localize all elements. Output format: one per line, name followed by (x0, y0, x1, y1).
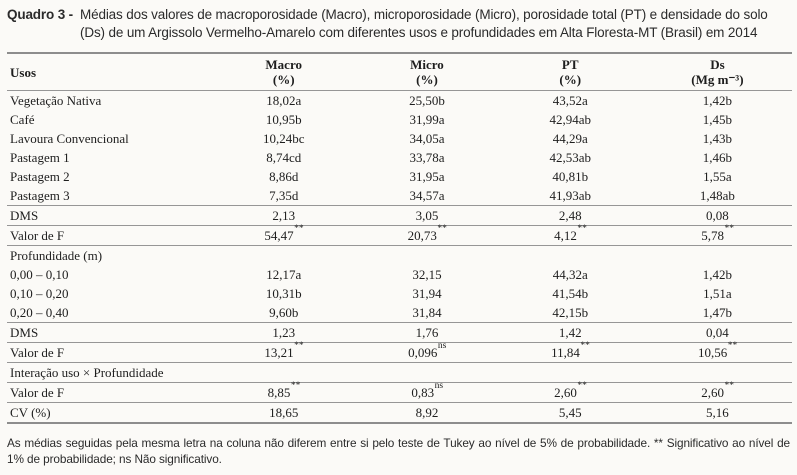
table-row (7, 226, 792, 246)
row-label: 0,00 – 0,10 (10, 267, 69, 282)
significance-marker: ** (727, 341, 738, 352)
column-unit: (%) (559, 72, 582, 87)
table-row (7, 265, 792, 284)
table-cell: 18,02a (266, 93, 302, 108)
table-row (7, 167, 792, 186)
table-caption (7, 6, 790, 42)
table-cell: 20,73** (356, 226, 497, 246)
row-label: 0,10 – 0,20 (10, 286, 69, 301)
row-label: DMS (7, 206, 211, 226)
table-cell: 31,99a (409, 112, 445, 127)
row-label: Café (10, 112, 35, 127)
table-header (7, 53, 792, 91)
table-cell: 31,94 (412, 286, 442, 301)
significance-marker: ** (577, 381, 587, 392)
significance-marker: ** (580, 341, 590, 352)
column-name: Macro (265, 57, 302, 72)
table-cell: 0,04 (643, 323, 792, 343)
column-header-usos (7, 53, 211, 91)
column-name: Usos (10, 64, 37, 80)
table-cell: 12,17a (266, 267, 302, 282)
section-row (7, 363, 792, 383)
row-label: Vegetação Nativa (10, 93, 102, 108)
significance-marker: ns (437, 341, 447, 352)
column-unit: (Mg m⁻³) (691, 72, 744, 87)
table-cell: 3,05 (356, 206, 497, 226)
table-cell: 44,29a (552, 131, 588, 146)
significance-marker: ** (294, 224, 304, 235)
table-cell: 5,16 (643, 403, 792, 424)
column-unit: (%) (416, 72, 438, 87)
significance-marker: ns (434, 381, 444, 392)
table-cell: 1,47b (702, 305, 733, 320)
section-label: Profundidade (m) (7, 246, 792, 266)
section-label: Interação uso × Profundidade (7, 363, 792, 383)
table-cell: 33,78a (409, 150, 445, 165)
table-cell: 5,78** (643, 226, 792, 246)
table-row (7, 303, 792, 323)
table-row (7, 403, 792, 424)
row-label: Valor de F (7, 343, 211, 363)
table-cell: $0,096^{ns}$ (356, 343, 497, 363)
table-body (7, 91, 792, 424)
significance-marker: ** (294, 341, 304, 352)
table-cell: 1,42 (498, 323, 643, 343)
table-cell: 8,85** (211, 383, 356, 403)
table-cell: 5,45 (498, 403, 643, 424)
table-cell: 1,51a (703, 286, 732, 301)
table-cell: 0,08 (643, 206, 792, 226)
table-cell: 1,45b (702, 112, 733, 127)
header-row (7, 53, 792, 91)
table-cell: 1,46b (702, 150, 733, 165)
row-label: Pastagem 1 (10, 150, 70, 165)
column-header-pt (498, 53, 643, 91)
significance-marker: ** (577, 224, 587, 235)
table-cell: 42,94ab (549, 112, 591, 127)
table-cell: 8,74cd (266, 150, 302, 165)
row-label: CV (%) (7, 403, 211, 424)
column-header-micro (356, 53, 497, 91)
table-cell: 34,57a (409, 188, 445, 203)
significance-marker: ** (724, 381, 735, 392)
table-cell: 31,95a (409, 169, 445, 184)
table-cell: 1,42b (702, 93, 733, 108)
data-table (7, 52, 792, 424)
column-unit: (%) (272, 72, 295, 87)
table-footnote: As médias seguidas pela mesma letra na coluna não diferem entre si pelo teste de Tukey ao nível de 5% de probabilidade. ** Significativo ao nível de 1% de probabilidade; ns Não significativo. (7, 436, 790, 466)
table-cell: 42,15b (552, 305, 589, 320)
caption-label: Quadro 3 - (7, 7, 74, 22)
column-name: Ds (710, 57, 725, 72)
table-row (7, 186, 792, 206)
table-row (7, 343, 792, 363)
table-cell: 18,65 (211, 403, 356, 424)
row-label: 0,20 – 0,40 (10, 305, 69, 320)
table-row (7, 91, 792, 111)
significance-marker: ** (437, 224, 447, 235)
column-header-macro (211, 53, 356, 91)
table-row (7, 148, 792, 167)
table-cell: 8,92 (356, 403, 497, 424)
table-cell: 32,15 (412, 267, 442, 282)
table-cell: 54,47** (211, 226, 356, 246)
row-label: Pastagem 2 (10, 169, 70, 184)
row-label: Valor de F (7, 226, 211, 246)
table-cell: 41,54b (552, 286, 589, 301)
caption-text: Médias dos valores de macroporosidade (Macro), microporosidade (Micro), porosidade total (PT) e densidade do solo (Ds) de um Argissolo Vermelho-Amarelo com diferentes usos e profundidades em Alta Floresta-MT (Brasil) em 2014 (80, 7, 768, 40)
table-row (7, 284, 792, 303)
table-cell: 11,84** (498, 343, 643, 363)
row-label: Valor de F (7, 383, 211, 403)
column-header-ds (643, 53, 792, 91)
significance-marker: ** (724, 224, 735, 235)
table-cell: 13,21** (211, 343, 356, 363)
column-name: Micro (410, 57, 444, 72)
table-cell: 1,55a (703, 169, 732, 184)
table-cell: $0,83^{ns}$ (356, 383, 497, 403)
table-cell: 43,52a (552, 93, 588, 108)
row-label: DMS (7, 323, 211, 343)
table-cell: 2,13 (211, 206, 356, 226)
table-cell: 34,05a (409, 131, 445, 146)
table-cell: 44,32a (552, 267, 588, 282)
table-cell: 1,48ab (699, 188, 735, 203)
table-cell: 1,76 (356, 323, 497, 343)
table-cell: 10,95b (265, 112, 302, 127)
row-label: Lavoura Convencional (10, 131, 129, 146)
table-cell: 42,53ab (549, 150, 591, 165)
table-row (7, 110, 792, 129)
table-cell: 1,42b (702, 267, 733, 282)
table-cell: 40,81b (552, 169, 589, 184)
table-cell: 31,84 (412, 305, 442, 320)
table-cell: 2,48 (498, 206, 643, 226)
table-cell: 25,50b (409, 93, 445, 108)
table-cell: 10,31b (265, 286, 302, 301)
table-cell: 1,43b (702, 131, 733, 146)
table-cell: 10,24bc (262, 131, 305, 146)
table-cell: 4,12** (498, 226, 643, 246)
table-cell: 2,60** (643, 383, 792, 403)
table-cell: 41,93ab (549, 188, 591, 203)
table-cell: 9,60b (269, 305, 299, 320)
section-row (7, 246, 792, 266)
significance-marker: ** (290, 381, 301, 392)
table-cell: 2,60** (498, 383, 643, 403)
table-row (7, 129, 792, 148)
table-row (7, 323, 792, 343)
row-label: Pastagem 3 (10, 188, 70, 203)
table-cell: 7,35d (269, 188, 299, 203)
table-cell: 1,23 (211, 323, 356, 343)
table-cell: 8,86d (269, 169, 299, 184)
column-name: PT (561, 57, 579, 72)
table-row (7, 383, 792, 403)
table-row (7, 206, 792, 226)
table-cell: 10,56** (643, 343, 792, 363)
